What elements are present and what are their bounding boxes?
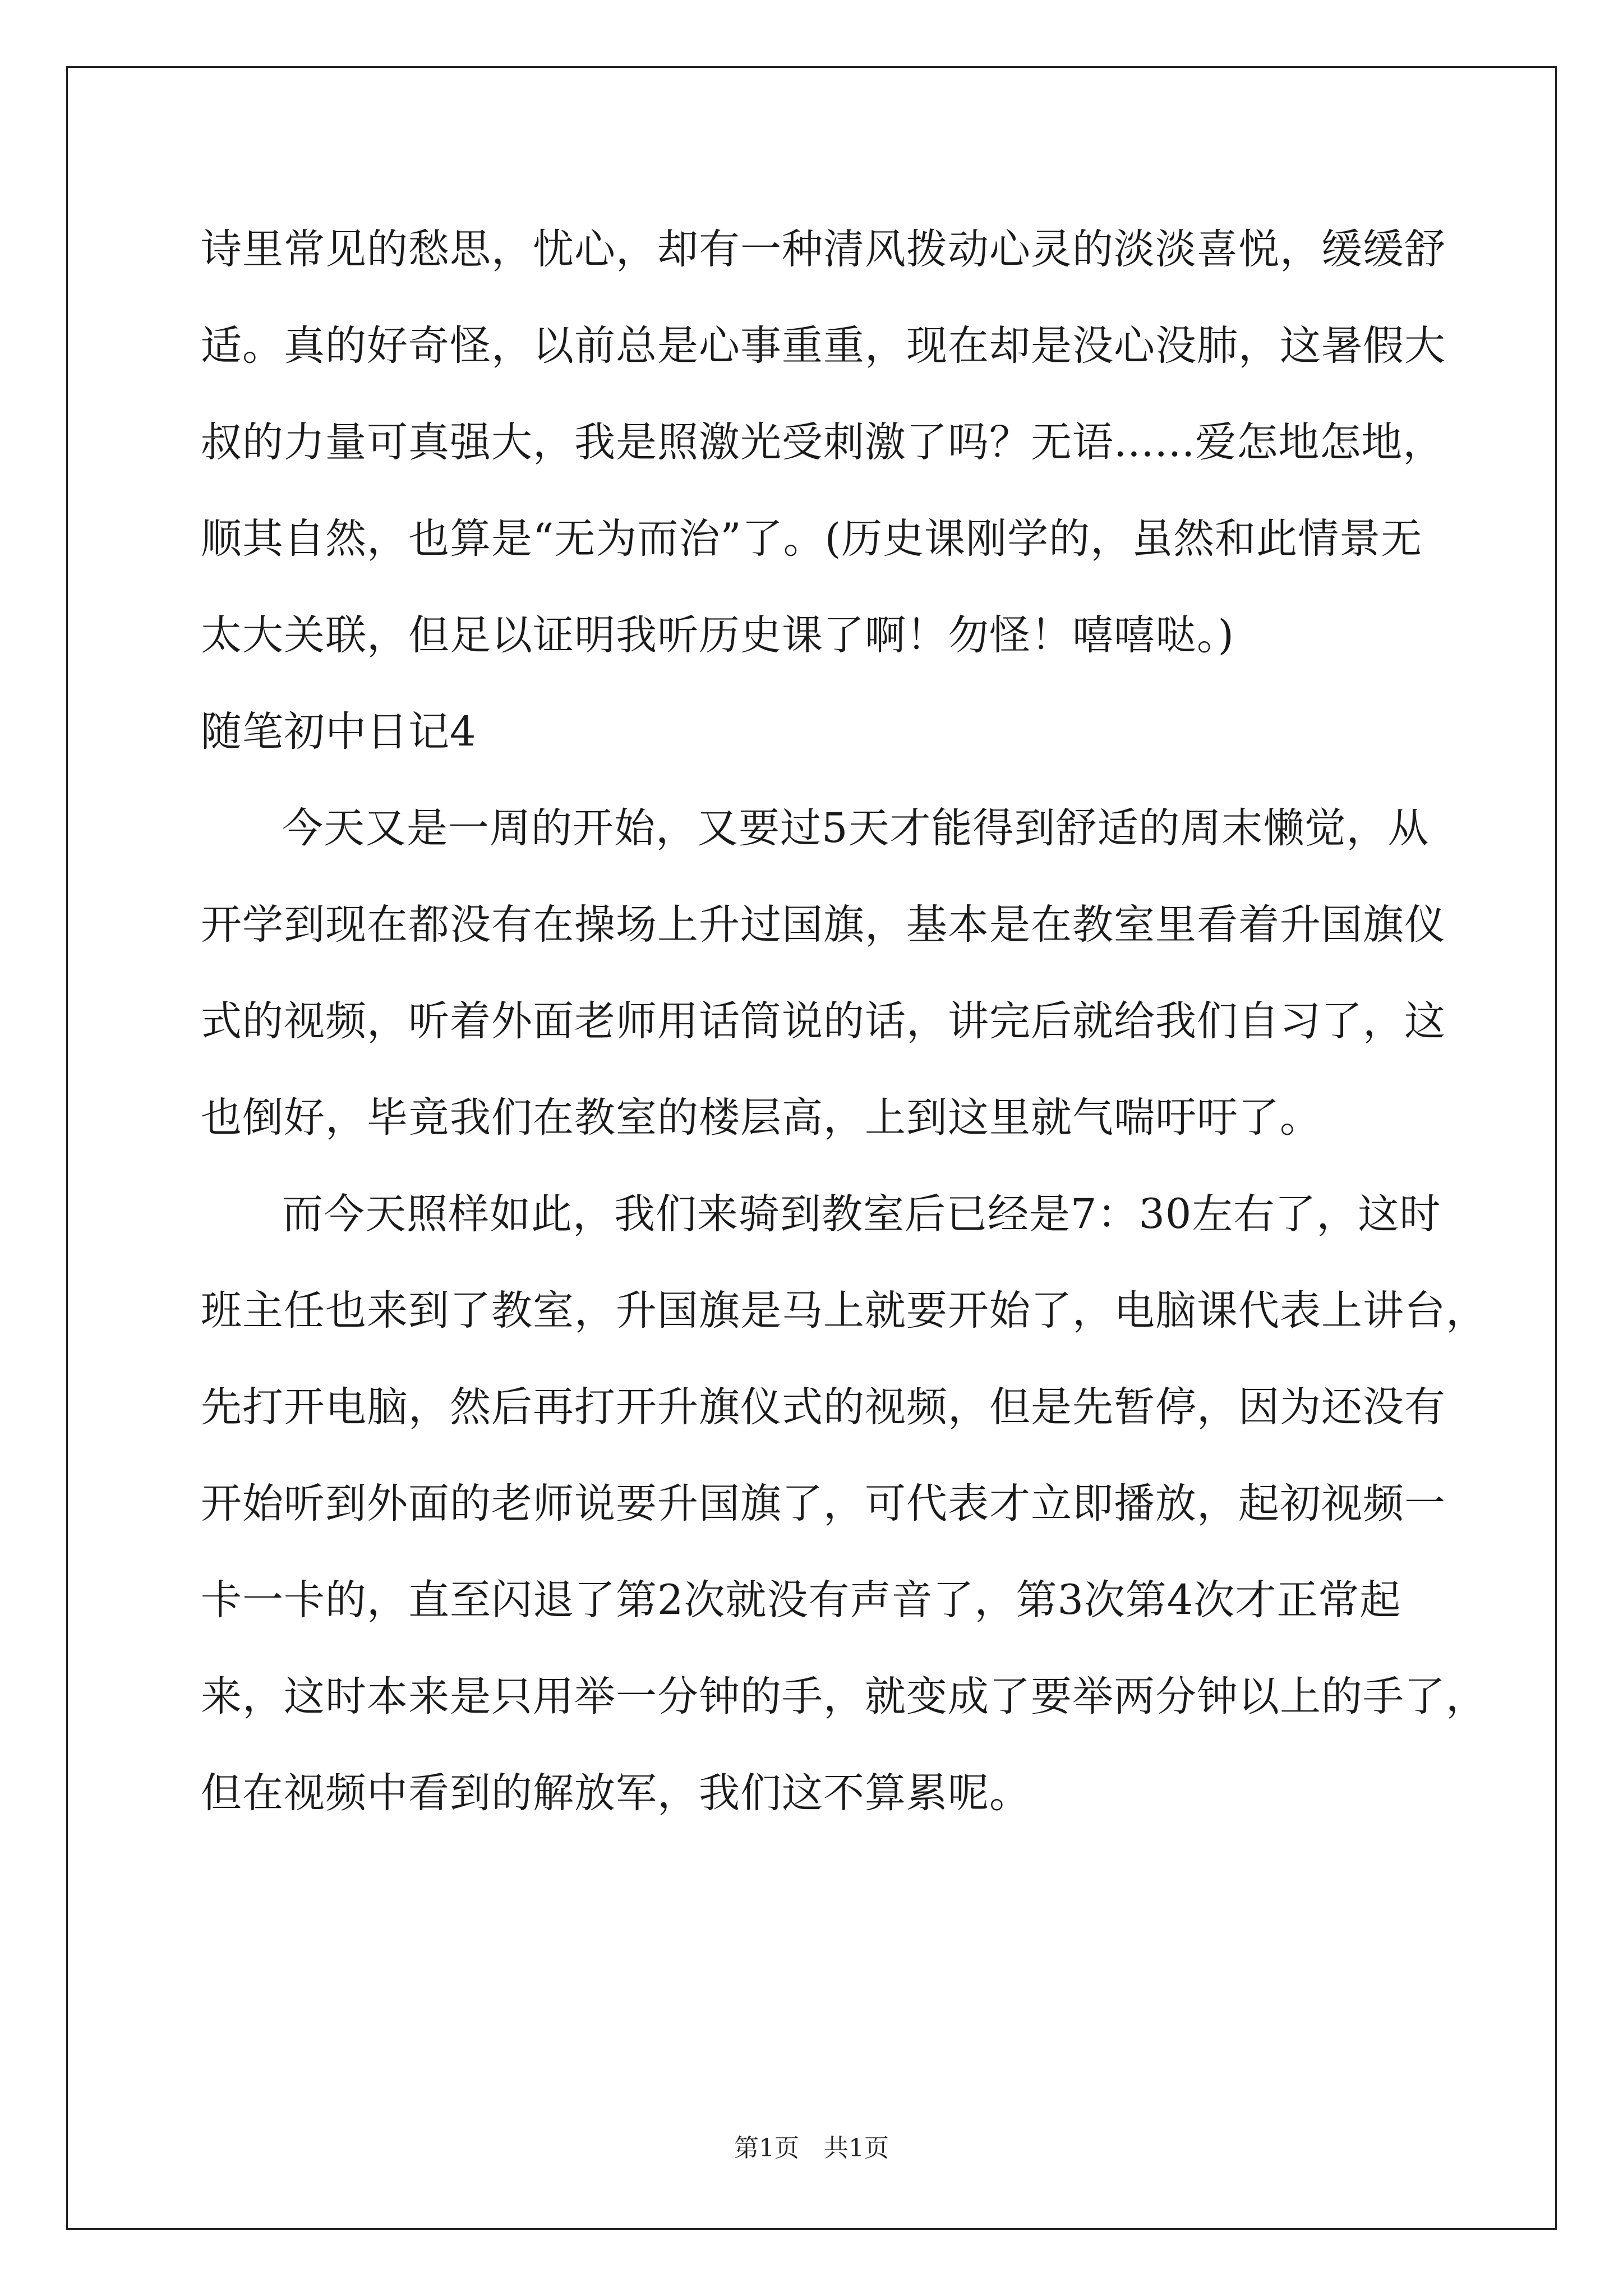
text-line: 卡一卡的，直至闪退了第2次就没有声音了，第3次第4次才正常起 (201, 1576, 1401, 1624)
text-line: 叔的力量可真强大，我是照激光受刺激了吗？无语......爱怎地怎地， (201, 418, 1445, 466)
text-line: 诗里常见的愁思，忧心，却有一种清风拨动心灵的淡淡喜悦，缓缓舒 (201, 226, 1446, 273)
text-line: 来，这时本来是只用举一分钟的手，就变成了要举两分钟以上的手了， (201, 1673, 1487, 1720)
text-line: 式的视频，听着外面老师用话筒说的话，讲完后就给我们自习了，这 (201, 997, 1446, 1045)
text-line: 顺其自然，也算是“无为而治”了。(历史课刚学的，虽然和此情景无 (201, 515, 1423, 563)
text-line: 但在视频中看到的解放军，我们这不算累呢。 (201, 1769, 1031, 1817)
text-line: 开始听到外面的老师说要升国旗了，可代表才立即播放，起初视频一 (201, 1480, 1446, 1527)
text-line: 也倒好，毕竟我们在教室的楼层高，上到这里就气喘吁吁了。 (201, 1094, 1321, 1142)
text-line: 而今天照样如此，我们来骑到教室后已经是7：30左右了，这时 (282, 1190, 1441, 1238)
text-line: 适。真的好奇怪，以前总是心事重重，现在却是没心没肺，这暑假大 (201, 322, 1446, 370)
text-line: 先打开电脑，然后再打开升旗仪式的视频，但是先暂停，因为还没有 (201, 1383, 1446, 1431)
section-title: 随笔初中日记4 (201, 708, 477, 756)
text-line: 开学到现在都没有在操场上升过国旗，基本是在教室里看着升国旗仪 (201, 901, 1446, 949)
text-line: 太大关联，但足以证明我听历史课了啊！勿怪！嘻嘻哒。) (201, 611, 1234, 659)
page-border (66, 66, 1557, 2230)
text-line: 班主任也来到了教室，升国旗是马上就要开始了，电脑课代表上讲台， (201, 1287, 1487, 1335)
text-line: 今天又是一周的开始，又要过5天才能得到舒适的周末懒觉，从 (282, 804, 1430, 852)
page-footer: 第1页 共1页 (734, 2134, 889, 2162)
